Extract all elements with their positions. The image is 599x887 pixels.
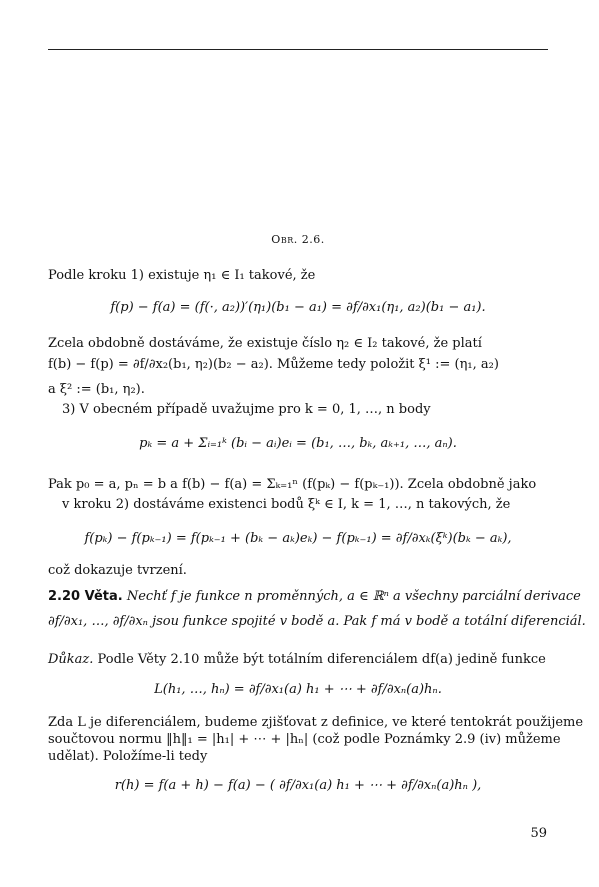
theorem-line-2: ∂f/∂x₁, …, ∂f/∂xₙ jsou funkce spojité v bodě a. Pak f má v bodě a totální diferenciál. [48, 614, 586, 629]
equation-5: r(h) = f(a + h) − f(a) − ( ∂f/∂x₁(a) h₁ + ⋯ + ∂f/∂xₙ(a)hₙ ), [114, 778, 482, 793]
page-number: 59 [530, 826, 547, 841]
theorem-label: 2.20 Věta. [48, 589, 123, 604]
paragraph-line-a: Zda L je diferenciálem, budeme zjišťovat z definice, ve které tentokrát použijeme [48, 715, 584, 730]
text-line-8: což dokazuje tvrzení. [48, 563, 187, 578]
equation-1: f(p) − f(a) = (f(·, a₂))′(η₁)(b₁ − a₁) = ∂f/∂x₁(η₁, a₂)(b₁ − a₁). [110, 300, 486, 315]
theorem-text-1: Nechť f je funkce n proměnných, a ∈ ℝⁿ a všechny parciální derivace [126, 589, 581, 604]
text-line-1: Podle kroku 1) existuje η₁ ∈ I₁ takové, že [48, 268, 316, 283]
equation-2: pₖ = a + Σᵢ₌₁ᵏ (bᵢ − aᵢ)eᵢ = (b₁, …, bₖ, aₖ₊₁, …, aₙ). [139, 436, 457, 451]
paragraph-line-b: součtovou normu ‖h‖₁ = |h₁| + ⋯ + |hₙ| (což podle Poznámky 2.9 (iv) můžeme [48, 732, 561, 747]
theorem-line-1 [48, 589, 581, 605]
text-line-2: Zcela obdobně dostáváme, že existuje číslo η₂ ∈ I₂ takové, že platí [48, 336, 482, 351]
equation-3: f(pₖ) − f(pₖ₋₁) = f(pₖ₋₁ + (bₖ − aₖ)eₖ) − f(pₖ₋₁) = ∂f/∂xₖ(ξᵏ)(bₖ − aₖ), [84, 531, 512, 546]
text-line-5: 3) V obecném případě uvažujme pro k = 0, 1, …, n body [62, 402, 431, 417]
text-line-7: v kroku 2) dostáváme existenci bodů ξᵏ ∈ I, k = 1, …, n takových, že [62, 497, 511, 512]
proof-label: Důkaz. [48, 652, 94, 667]
equation-4: L(h₁, …, hₙ) = ∂f/∂x₁(a) h₁ + ⋯ + ∂f/∂xₙ(a)hₙ. [154, 682, 442, 697]
header-rule [48, 49, 548, 50]
text-line-6: Pak p₀ = a, pₙ = b a f(b) − f(a) = Σₖ₌₁ⁿ (f(pₖ) − f(pₖ₋₁)). Zcela obdobně jako [48, 477, 537, 492]
proof-text-1: Podle Věty 2.10 může být totálním diferenciálem df(a) jedině funkce [97, 652, 546, 667]
figure-caption: Obr. 2.6. [271, 233, 325, 246]
text-line-4: a ξ² := (b₁, η₂). [48, 382, 145, 397]
paragraph-line-c: udělat). Položíme-li tedy [48, 749, 208, 764]
proof-line-1 [48, 652, 546, 668]
text-line-3: f(b) − f(p) = ∂f/∂x₂(b₁, η₂)(b₂ − a₂). Můžeme tedy položit ξ¹ := (η₁, a₂) [48, 357, 499, 372]
